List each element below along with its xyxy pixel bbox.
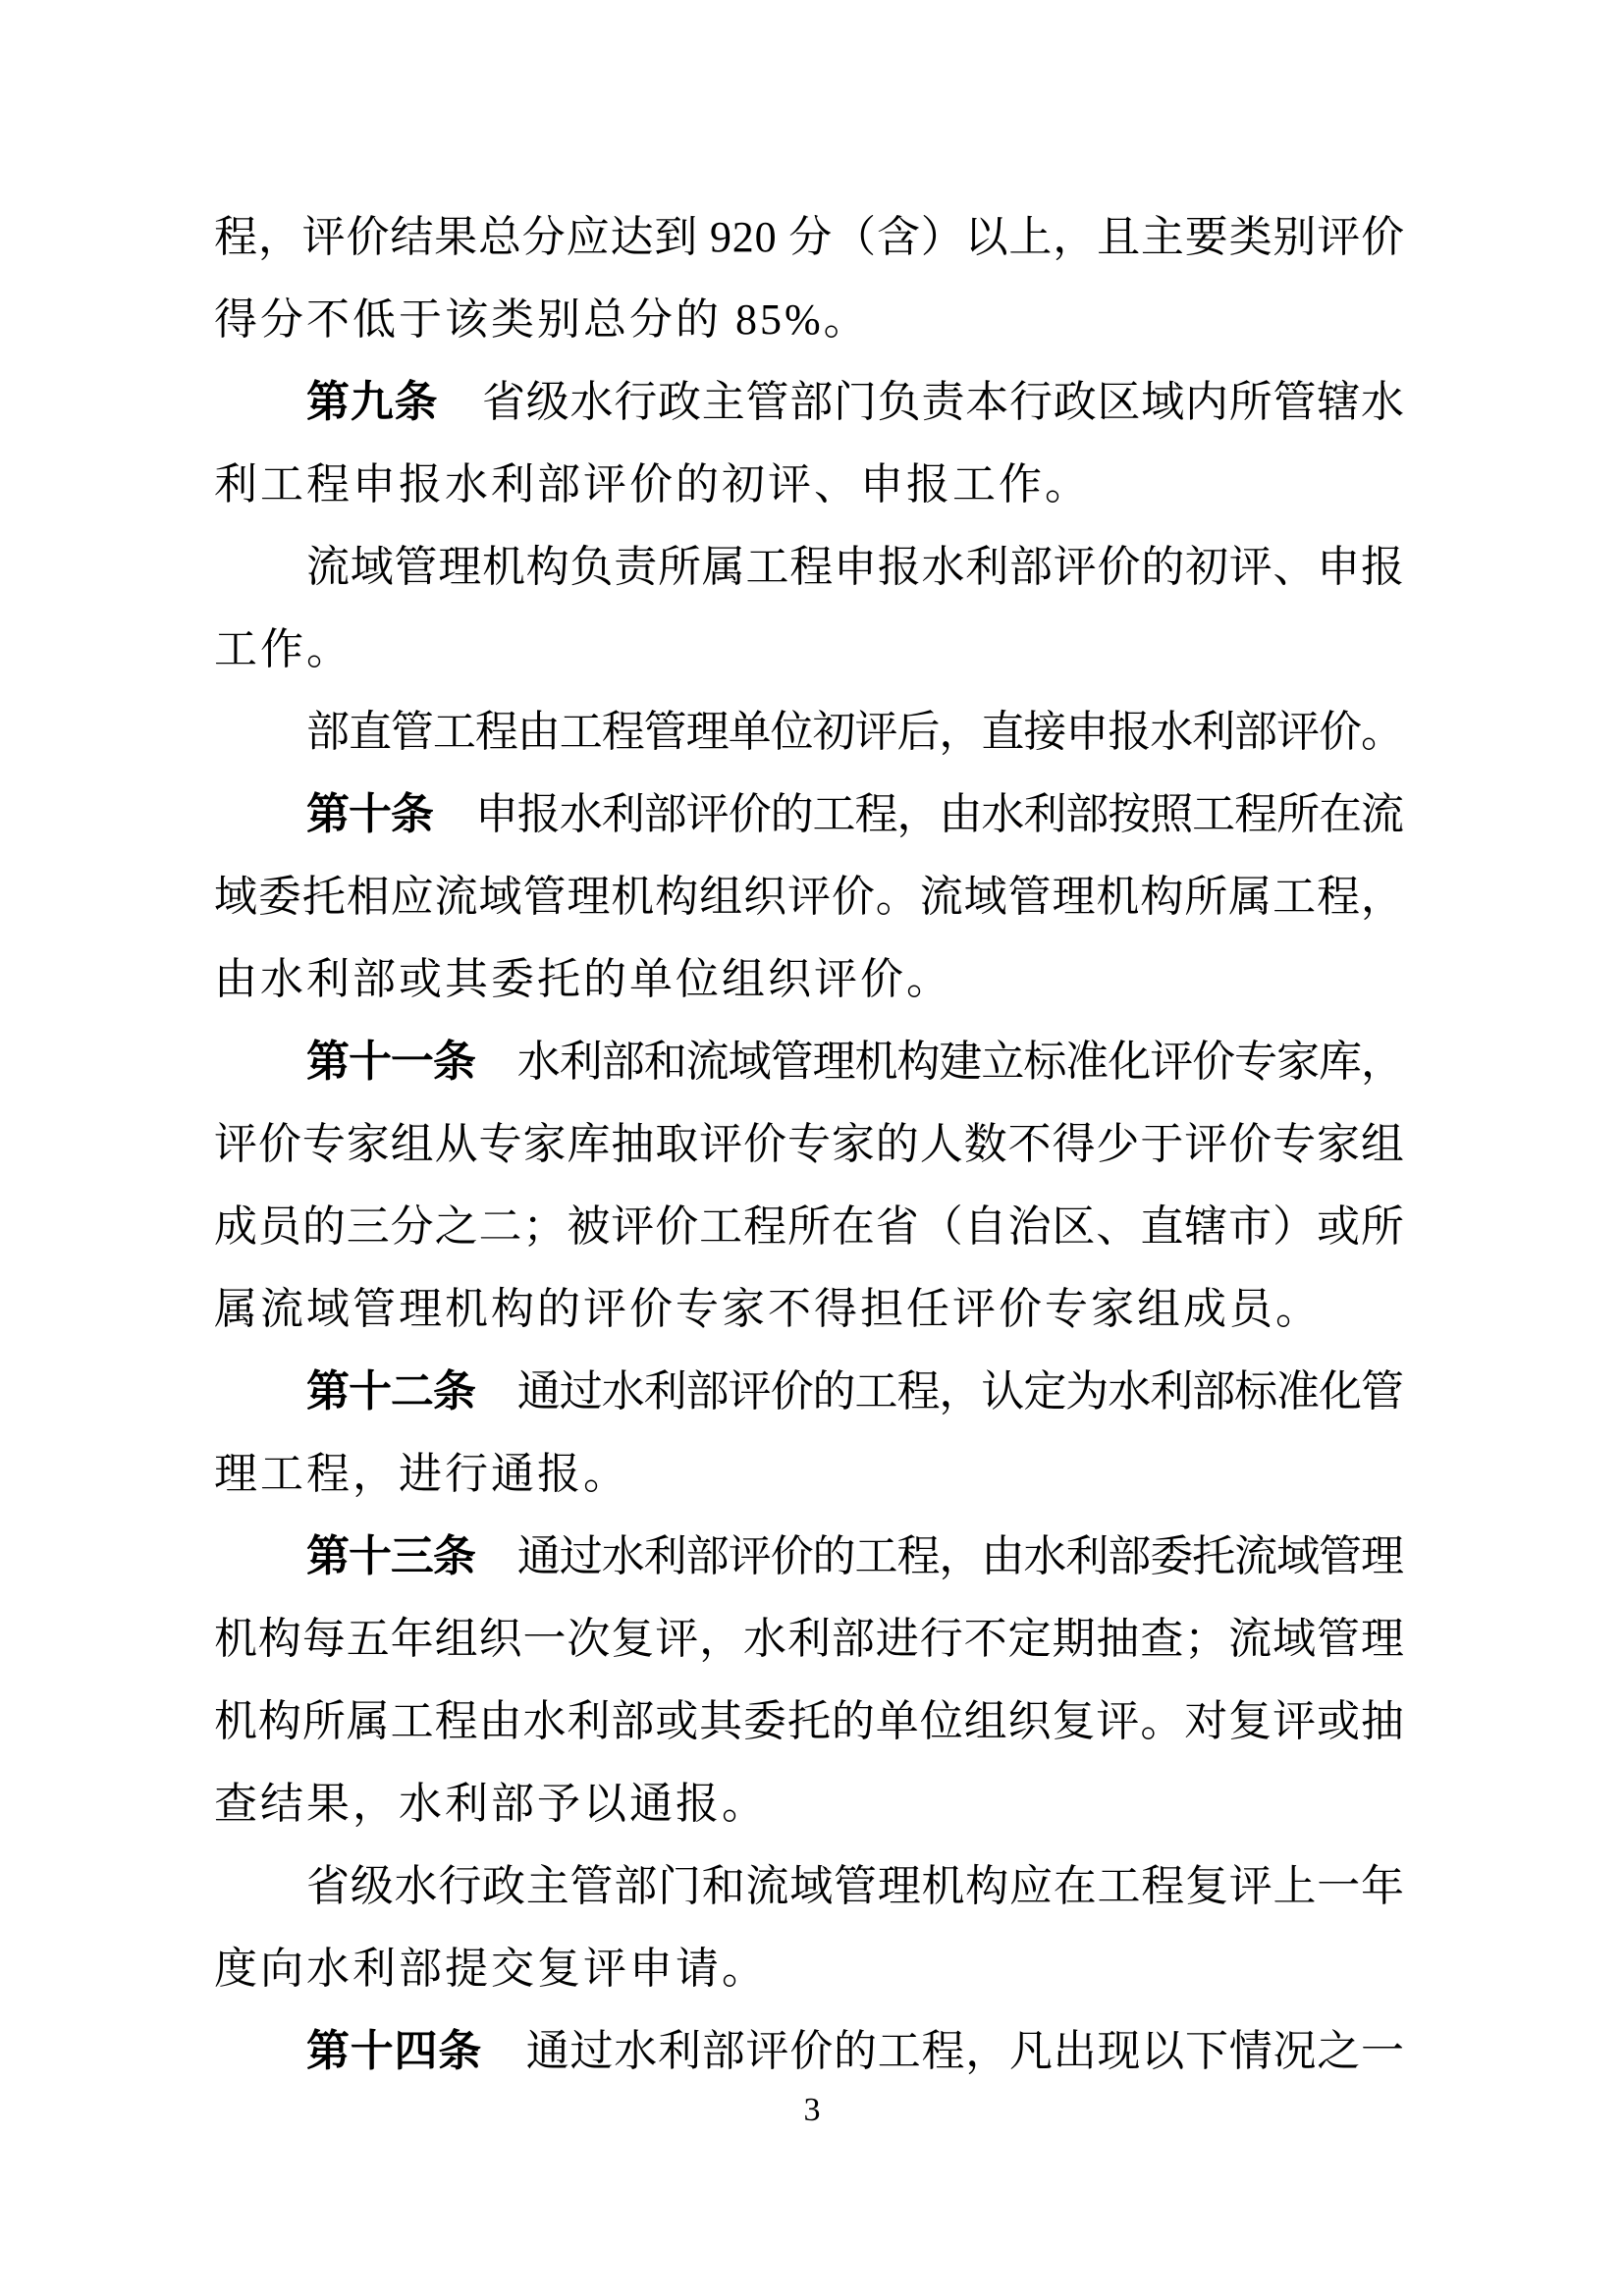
text-run: 评价专家组从专家库抽取评价专家的人数不得少于评价专家组 [214, 1120, 1405, 1168]
text-runs [214, 955, 952, 1003]
text-line [214, 361, 1404, 444]
text-run: 查结果，水利部予以通报。 [214, 1780, 768, 1828]
text-line [214, 1516, 1404, 1598]
text-line [214, 444, 1404, 526]
page-number: 3 [803, 2092, 821, 2128]
text-line [214, 1928, 1404, 2010]
text-runs [214, 1120, 1405, 1168]
text-run: 得分不低于该类别总分的 85%。 [214, 295, 870, 344]
text-run: 度向水利部提交复评申请。 [214, 1945, 768, 1993]
text-line [214, 691, 1404, 774]
article-heading: 第九条 [306, 378, 439, 426]
text-runs [306, 790, 1403, 838]
text-line [214, 1598, 1404, 1681]
article-heading: 第十二条 [306, 1367, 475, 1415]
text-line [214, 1763, 1404, 1845]
text-line [214, 1103, 1404, 1186]
text-run: 机构每五年组织一次复评，水利部进行不定期抽查；流域管理 [214, 1615, 1405, 1663]
text-line [214, 526, 1404, 609]
text-run: 由水利部或其委托的单位组织评价。 [214, 955, 952, 1003]
text-line [214, 1433, 1404, 1516]
text-runs [306, 1038, 1403, 1086]
text-runs [306, 708, 1403, 756]
text-run: 部直管工程由工程管理单位初评后，直接申报水利部评价。 [306, 708, 1403, 756]
text-line [214, 1021, 1404, 1103]
text-line [214, 2010, 1404, 2093]
text-run: 工作。 [214, 625, 352, 673]
text-runs [214, 1450, 629, 1498]
text-run: 程，评价结果总分应达到 920 分（含）以上，且主要类别评价 [214, 213, 1405, 261]
text-run: 通过水利部评价的工程，认定为水利部标准化管 [474, 1367, 1403, 1415]
text-run: 省级水行政主管部门负责本行政区域内所管辖水 [438, 378, 1405, 426]
text-runs [214, 295, 870, 344]
text-run: 流域管理机构负责所属工程申报水利部评价的初评、申报 [306, 543, 1405, 591]
text-run: 省级水行政主管部门和流域管理机构应在工程复评上一年 [306, 1862, 1405, 1910]
text-line [214, 856, 1404, 938]
text-runs [214, 213, 1405, 261]
text-line [214, 279, 1404, 361]
text-line [214, 1186, 1404, 1268]
text-run: 属流域管理机构的评价专家不得担任评价专家组成员。 [214, 1285, 1322, 1333]
text-run: 域委托相应流域管理机构组织评价。流域管理机构所属工程， [214, 873, 1405, 921]
text-runs [214, 1780, 768, 1828]
text-runs [306, 1367, 1403, 1415]
text-runs [214, 1697, 1405, 1745]
text-run: 通过水利部评价的工程，凡出现以下情况之一 [482, 2027, 1405, 2075]
text-line [214, 1681, 1404, 1763]
text-runs [214, 873, 1405, 921]
text-run: 成员的三分之二；被评价工程所在省（自治区、直辖市）或所 [214, 1202, 1405, 1251]
article-heading: 第十四条 [306, 2027, 482, 2075]
text-run: 水利部和流域管理机构建立标准化评价专家库， [474, 1038, 1403, 1086]
text-runs [306, 378, 1405, 426]
text-line [214, 1845, 1404, 1928]
article-heading: 第十一条 [306, 1038, 475, 1086]
text-line [214, 1351, 1404, 1433]
text-run: 利工程申报水利部评价的初评、申报工作。 [214, 460, 1091, 508]
text-run: 机构所属工程由水利部或其委托的单位组织复评。对复评或抽 [214, 1697, 1405, 1745]
text-line [214, 1268, 1404, 1351]
text-runs [214, 460, 1091, 508]
body-text [214, 196, 1404, 2093]
text-runs [214, 1202, 1405, 1251]
text-line [214, 196, 1404, 279]
text-runs [306, 2027, 1405, 2075]
text-runs [306, 1532, 1403, 1580]
text-line [214, 938, 1404, 1021]
text-runs [214, 1945, 768, 1993]
article-heading: 第十条 [306, 790, 433, 838]
text-run: 通过水利部评价的工程，由水利部委托流域管理 [474, 1532, 1403, 1580]
text-runs [214, 1285, 1322, 1333]
text-line [214, 774, 1404, 856]
article-heading: 第十三条 [306, 1532, 475, 1580]
text-runs [306, 1862, 1405, 1910]
text-run: 申报水利部评价的工程，由水利部按照工程所在流 [432, 790, 1403, 838]
text-runs [214, 625, 352, 673]
text-line [214, 609, 1404, 691]
text-runs [306, 543, 1405, 591]
text-runs [214, 1615, 1405, 1663]
text-run: 理工程，进行通报。 [214, 1450, 629, 1498]
